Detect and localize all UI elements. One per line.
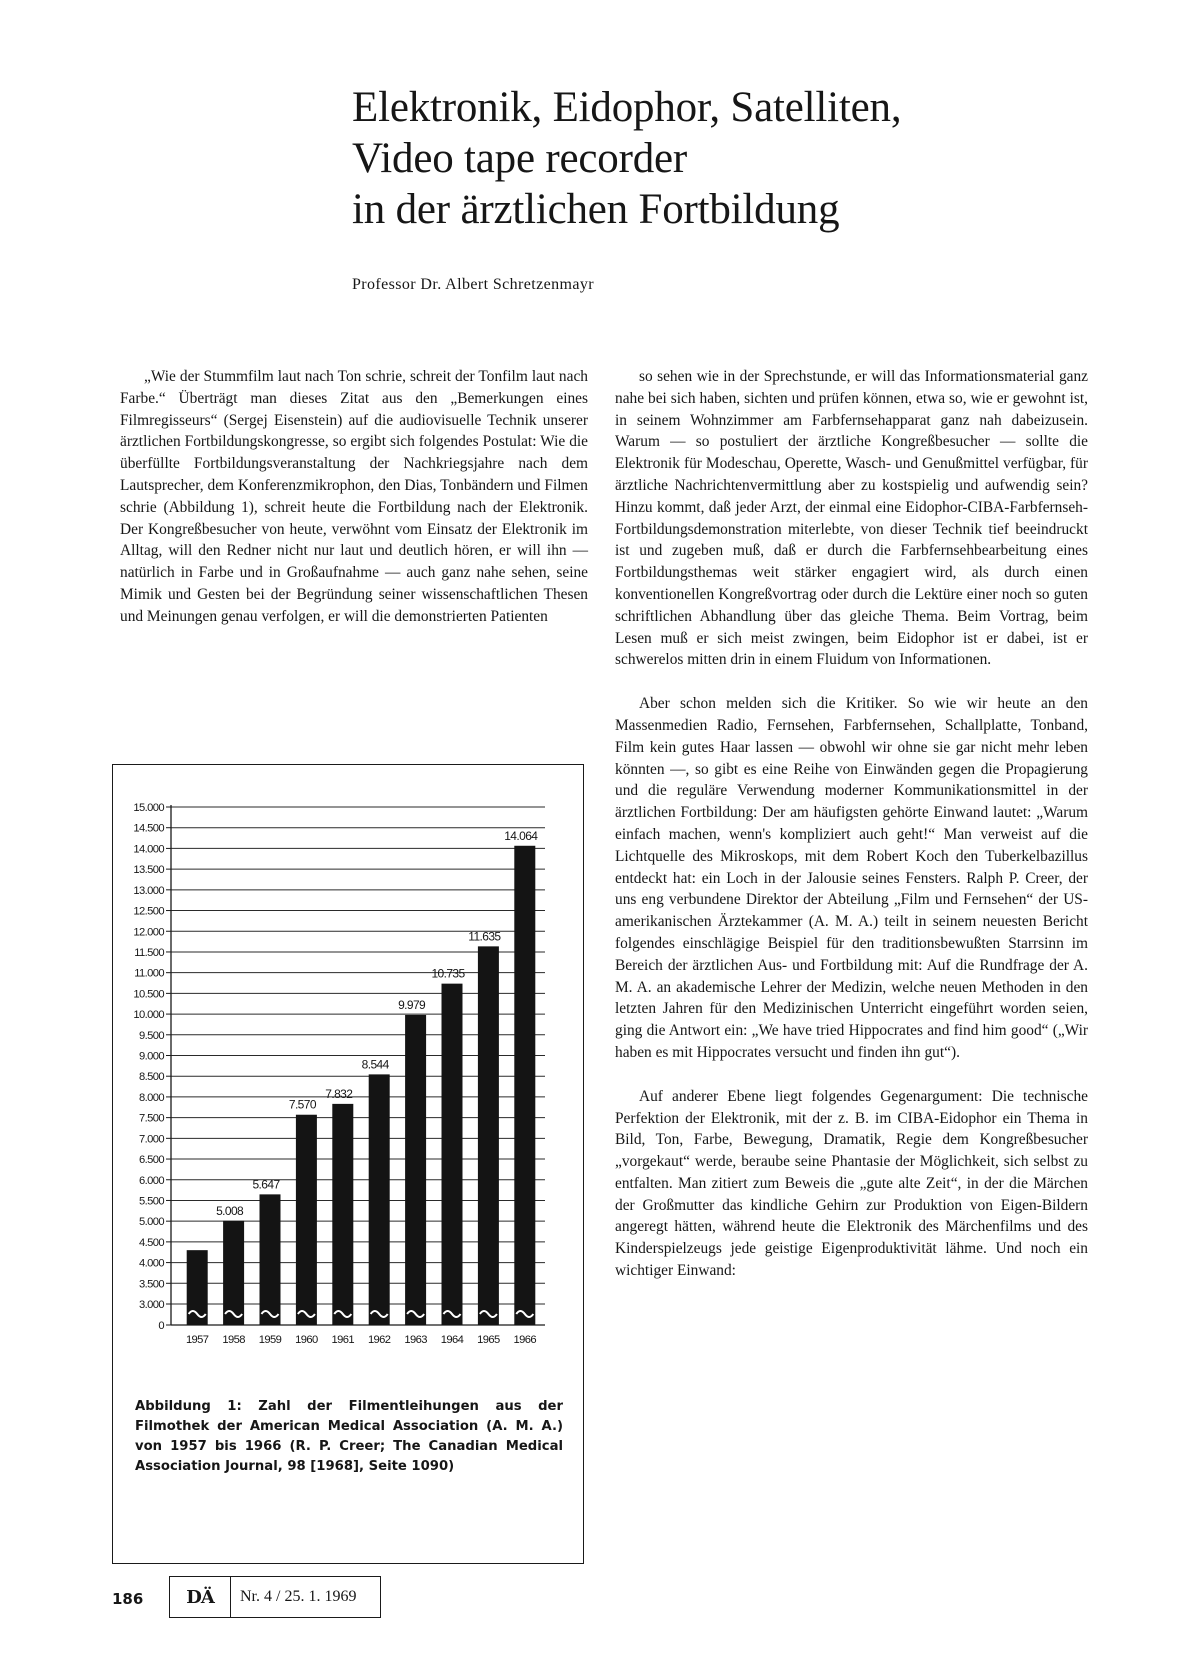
y-tick-label: 8.000	[139, 1091, 164, 1104]
article-title	[352, 82, 1112, 235]
y-tick-label: 12.500	[133, 905, 164, 918]
x-tick-label: 1963	[404, 1334, 427, 1346]
y-tick-label: 10.500	[133, 988, 164, 1001]
paragraph: so sehen wie in der Sprechstunde, er will das Informationsmaterial ganz nahe bei sich haben, sichten und prüfen können, etwa so, wie er gewohnt ist, in seinem Wohnzimmer am Farbfernsehapparat ganz nah dabeizusein. Warum — so postuliert der ärztliche Kongreßbesucher — sollte die Elektronik für Modeschau, Operette, Wasch- und Genußmittel verfügbar, für ärztliche Nachrichtenvermittlung aber zu kostspielig und aufwendig sein? Hinzu kommt, daß jeder Arzt, der einmal eine Eidophor-CIBA-Farbfernseh-Fortbildungsdemonstration miterlebte, von dieser Technik tief beeindruckt ist und zugeben muß, daß er durch die Farbfernsehbearbeitung eines Fortbildungsthemas weit stärker engagiert wird, als durch einen konventionellen Kongreßvortrag oder durch die Lektüre einer noch so guten schriftlichen Abhandlung über das gleiche Thema. Beim Vortrag, beim Lesen muß er sich meist zwingen, beim Eidophor ist er dabei, ist er schwerelos mitten drin in einem Fluidum von Informationen.	[615, 368, 1088, 669]
x-tick-label: 1958	[222, 1334, 245, 1346]
data-label: 8.544	[361, 1057, 389, 1072]
y-tick-label: 9.000	[139, 1050, 164, 1063]
x-tick-label: 1960	[295, 1334, 318, 1346]
bar-1963	[405, 1015, 426, 1325]
data-label: 5.008	[216, 1203, 244, 1218]
paragraph: Auf anderer Ebene liegt folgendes Gegenargument: Die technische Perfektion der Elektronik, mit der z. B. im CIBA-Eidophor ein Thema in Bild, Ton, Farbe, Bewegung, Dramatik, Regie dem Kongreßbesucher „vorgekaut“ werde, beraube seine Phantasie der Möglichkeit, sich selbst zu entfalten. Man zitiert zum Beweis die „gute alte Zeit“, in der die Märchen der Großmutter das kindliche Gehirn zur Produktion von Eigen-Bildern angeregt hätten, während heute die Elektronik des Märchenfilms und des Kinderspielzeugs jede geistige Eigenproduktivität lähme. Und noch ein wichtiger Einwand:	[615, 1087, 1088, 1280]
body-column-left	[120, 366, 588, 628]
y-tick-label: 13.500	[133, 864, 164, 877]
y-tick-label: 6.500	[139, 1154, 164, 1167]
paragraph: „Wie der Stummfilm laut nach Ton schrie, schreit der Tonfilm laut nach Farbe.“ Überträgt man dieses Zitat aus den „Bemerkungen eines Filmregisseurs“ (Sergej Eisenstein) auf die audiovisuelle Technik unserer ärztlichen Fortbildungskongresse, so ergibt sich folgendes Postulat: Wie die überfüllte Fortbildungsveranstaltung der Nachkriegsjahre nach dem Lautsprecher, dem Konferenzmikrophon, den Dias, Tonbändern und Filmen schrie (Abbildung 1), schreit heute die Fortbildung nach der Elektronik. Der Kongreßbesucher von heute, verwöhnt vom Einsatz der Elektronik im Alltag, will den Redner nicht nur laut und deutlich hören, er will ihn — natürlich in Farbe und in Großaufnahme — auch ganz nahe sehen, seine Mimik und Gesten bei der Begründung seiner wissenschaftlichen Thesen und Meinungen genau verfolgen, er will die demonstrierten Patienten	[120, 368, 588, 625]
body-column-right	[615, 366, 1088, 1282]
data-label: 14.064	[504, 828, 538, 843]
y-tick-label: 4.500	[139, 1236, 164, 1249]
paragraph: Aber schon melden sich die Kritiker. So wie wir heute an den Massenmedien Radio, Fernsehen, Farbfernsehen, Schallplatte, Tonband, Film kein gutes Haar lassen — obwohl wir ohne sie gar nicht mehr leben könnten —, so gibt es eine Reihe von Einwänden gegen die Propagierung und die reguläre Verwendung moderner Kommunikationsmittel in der ärztlichen Fortbildung: Der am häufigsten gehörte Einwand lautet: „Warum einfach machen, wenn's kompliziert auch geht!“ Man verweist auf die Lichtquelle des Mikroskops, mit dem Robert Koch den Tuberkelbazillus entdeckt hat: ein Loch in der Jalousie seines Fensters. Ralph P. Creer, der uns eng verbundene Direktor der Abteilung „Film und Fernsehen“ der US-amerikanischen Ärztekammer (A. M. A.) teilt in seinem neuesten Bericht folgendes einschlägige Beispiel für den traditionsbewußten Starrsinn im Bereich der ärztlichen Aus- und Fortbildung mit: Auf die Rundfrage der A. M. A. an akademische Lehrer der Medizin, welche neuen Methoden in den letzten Jahren für den Medizinischen Unterricht eingeführt worden seien, ging die Antwort ein: „We have tried Hippocrates and find him good“ („Wir haben es mit Hippocrates versucht und finden ihn gut“).	[615, 695, 1088, 1061]
author-line: Professor Dr. Albert Schretzenmayr	[352, 276, 594, 293]
y-tick-label: 3.500	[139, 1278, 164, 1291]
y-tick-label: 6.000	[139, 1174, 164, 1187]
film-loans-bar-chart	[113, 765, 583, 1385]
y-tick-label: 9.500	[139, 1029, 164, 1042]
data-label: 9.979	[398, 997, 426, 1012]
data-label: 5.647	[252, 1177, 280, 1192]
y-tick-label: 7.000	[139, 1133, 164, 1146]
x-tick-label: 1959	[258, 1334, 282, 1346]
y-tick-label: 8.500	[139, 1071, 164, 1084]
x-tick-label: 1964	[440, 1334, 464, 1346]
bar-1962	[369, 1074, 390, 1325]
journal-logo: DÄ	[170, 1577, 231, 1617]
y-tick-label: 11.000	[134, 967, 164, 980]
x-tick-label: 1961	[331, 1334, 355, 1346]
bar-1966	[514, 846, 535, 1325]
figure-1	[112, 764, 584, 1564]
bar-1959	[260, 1194, 281, 1325]
y-tick-label: 7.500	[139, 1112, 164, 1125]
x-tick-label: 1962	[367, 1334, 391, 1346]
y-tick-label: 4.000	[139, 1257, 164, 1270]
title-line-2: Video tape recorder	[352, 135, 688, 182]
bar-1958	[223, 1221, 244, 1325]
y-tick-label: 3.000	[139, 1299, 164, 1311]
x-tick-label: 1957	[185, 1334, 209, 1346]
y-tick-label: 11.500	[134, 946, 164, 959]
data-label: 7.832	[325, 1086, 353, 1101]
y-tick-label: 5.500	[139, 1195, 164, 1208]
x-tick-label: 1965	[477, 1334, 500, 1346]
bar-1960	[296, 1115, 317, 1325]
data-label: 10.735	[431, 966, 465, 981]
issue-info: Nr. 4 / 25. 1. 1969	[240, 1588, 357, 1605]
x-tick-label: 1966	[513, 1334, 537, 1346]
data-label: 11.635	[468, 929, 501, 944]
data-label: 7.570	[288, 1097, 316, 1112]
bar-1965	[478, 946, 499, 1325]
y-tick-label: 5.000	[139, 1216, 164, 1229]
title-line-1: Elektronik, Eidophor, Satelliten,	[352, 84, 902, 131]
y-tick-label: 10.000	[133, 1009, 164, 1022]
y-tick-label: 15.000	[133, 802, 164, 814]
y-tick-label: 14.500	[133, 822, 164, 835]
page-number: 186	[112, 1590, 144, 1608]
bar-1964	[442, 984, 463, 1325]
bar-1961	[332, 1104, 353, 1325]
y-tick-label: 12.000	[133, 926, 164, 939]
y-tick-label: 0	[158, 1320, 164, 1332]
y-tick-label: 14.000	[133, 843, 164, 856]
y-tick-label: 13.000	[133, 884, 164, 897]
figure-caption: Abbildung 1: Zahl der Filmentleihungen aus der Filmothek der American Medical Association (A. M. A.) von 1957 bis 1966 (R. P. Creer; The Canadian Medical Association Journal, 98 [1968], Seite 1090)	[135, 1399, 563, 1474]
journal-footer	[169, 1576, 381, 1618]
title-line-3: in der ärztlichen Fortbildung	[352, 186, 840, 233]
